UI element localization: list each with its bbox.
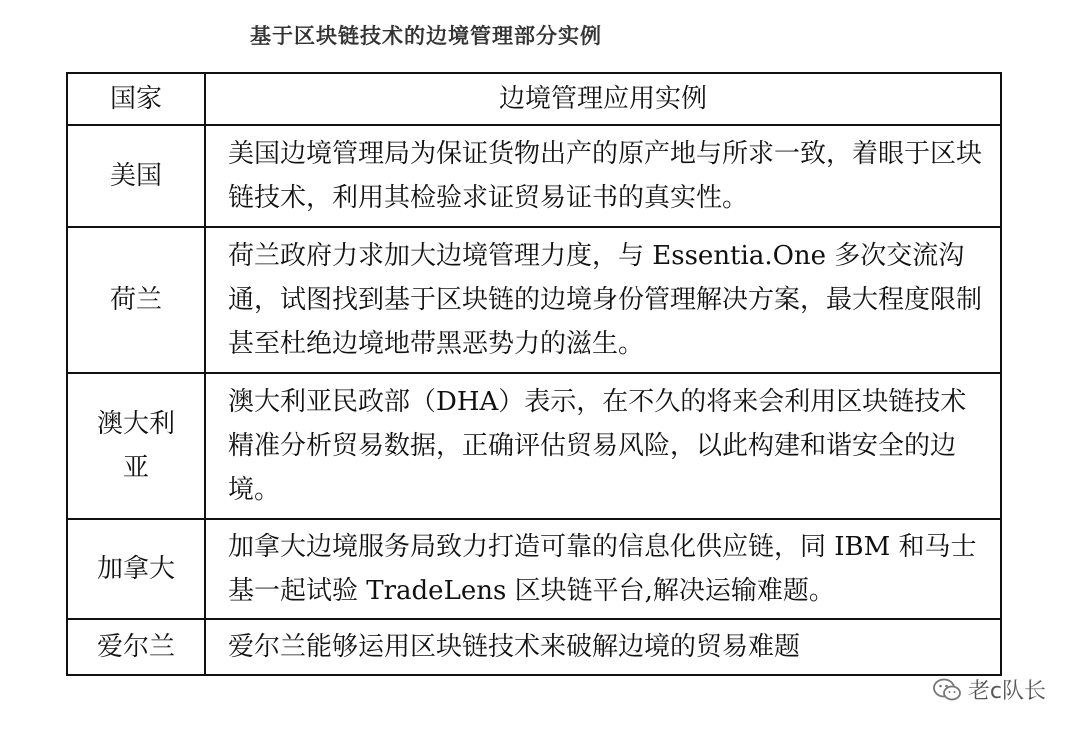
- example-cell: 美国边境管理局为保证货物出产的原产地与所求一致，着眼于区块链技术，利用其检验求证贸易证书的真实性。: [205, 125, 1001, 227]
- country-cell: 澳大利亚: [67, 373, 205, 519]
- watermark-text: 老c队长: [967, 679, 1046, 704]
- watermark: [932, 674, 1046, 705]
- country-cell: 爱尔兰: [67, 619, 205, 675]
- header-example: 边境管理应用实例: [205, 73, 1001, 125]
- table-row: [67, 373, 1001, 519]
- wechat-icon: [932, 677, 962, 703]
- country-cell: 荷兰: [67, 227, 205, 373]
- document-title: 基于区块链技术的边境管理部分实例: [250, 24, 602, 48]
- example-cell: 爱尔兰能够运用区块链技术来破解边境的贸易难题: [205, 619, 1001, 675]
- border-management-table: [66, 72, 1002, 676]
- country-cell: 加拿大: [67, 519, 205, 619]
- example-cell: 加拿大边境服务局致力打造可靠的信息化供应链，同 IBM 和马士基一起试验 TradeLens 区块链平台,解决运输难题。: [205, 519, 1001, 619]
- example-cell: 荷兰政府力求加大边境管理力度，与 Essentia.One 多次交流沟通，试图找到基于区块链的边境身份管理解决方案，最大程度限制甚至杜绝边境地带黑恶势力的滋生。: [205, 227, 1001, 373]
- header-country: 国家: [67, 73, 205, 125]
- example-cell: 澳大利亚民政部（DHA）表示，在不久的将来会利用区块链技术精准分析贸易数据，正确评估贸易风险，以此构建和谐安全的边境。: [205, 373, 1001, 519]
- table-row: [67, 227, 1001, 373]
- table-row: [67, 519, 1001, 619]
- table-row: [67, 125, 1001, 227]
- table-header-row: [67, 73, 1001, 125]
- table-row: [67, 619, 1001, 675]
- country-cell: 美国: [67, 125, 205, 227]
